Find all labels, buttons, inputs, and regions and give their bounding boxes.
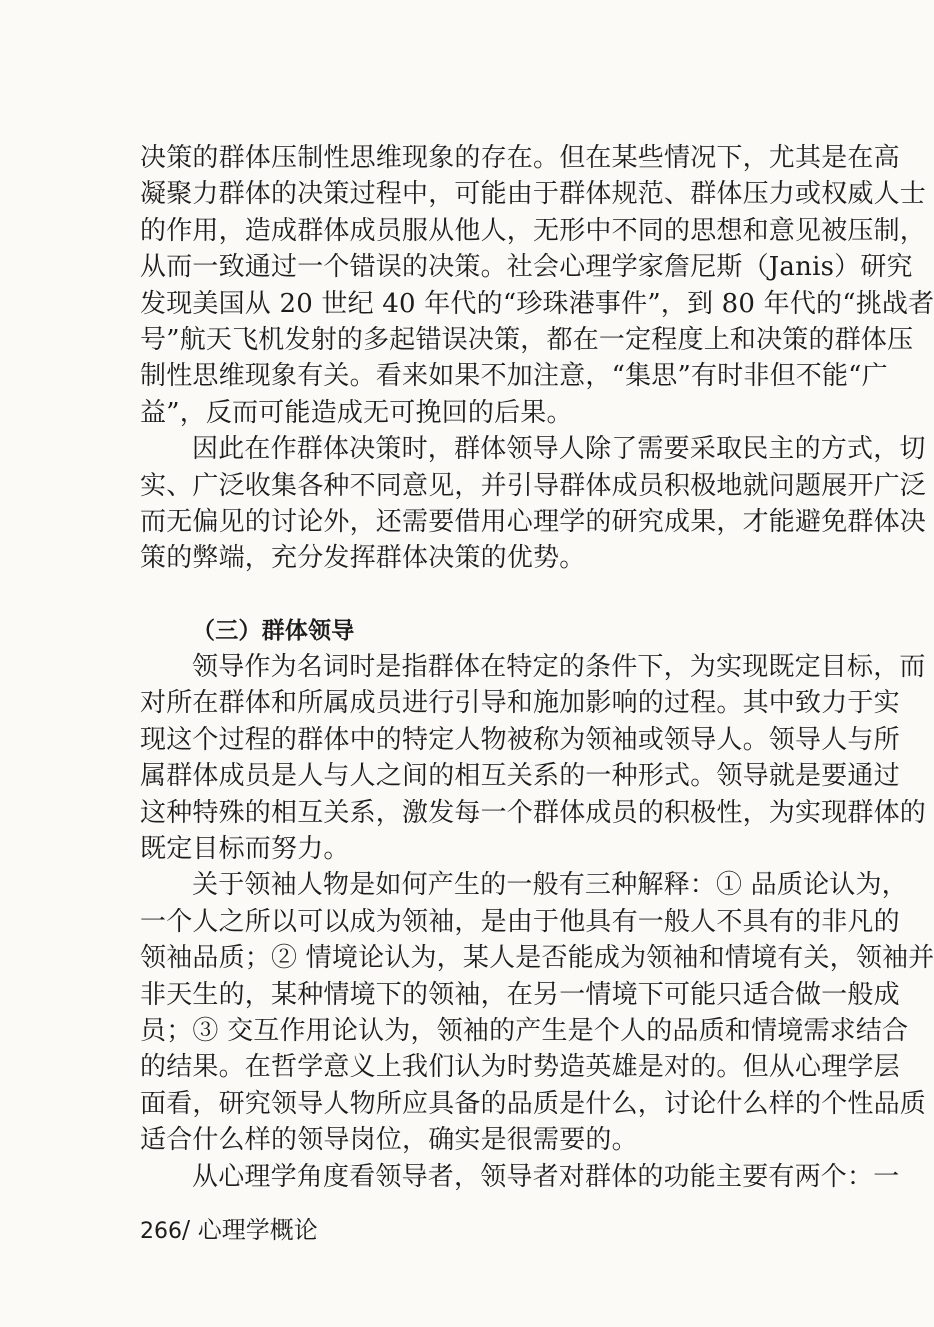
text-line: 号”航天飞机发射的多起错误决策，都在一定程度上和决策的群体压 — [140, 324, 914, 355]
text-line: 策的弊端，充分发挥群体决策的优势。 — [140, 543, 586, 574]
text-line: 的作用，造成群体成员服从他人，无形中不同的思想和意见被压制， — [140, 215, 927, 246]
text-line: 领导作为名词时是指群体在特定的条件下，为实现既定目标，而 — [192, 652, 926, 683]
text-line: 关于领袖人物是如何产生的一般有三种解释：① 品质论认为， — [192, 870, 908, 901]
text-line: 凝聚力群体的决策过程中，可能由于群体规范、群体压力或权威人士 — [140, 179, 927, 210]
paragraph — [140, 140, 934, 431]
text-line: 适合什么样的领导岗位，确实是很需要的。 — [140, 1125, 638, 1156]
text-line: 一个人之所以可以成为领袖，是由于他具有一般人不具有的非凡的 — [140, 906, 900, 937]
footer-separator: / — [182, 1216, 191, 1244]
text-line: 从而一致通过一个错误的决策。社会心理学家詹尼斯（Janis）研究 — [140, 252, 913, 283]
text-line: 既定目标而努力。 — [140, 834, 350, 865]
text-line: 现这个过程的群体中的特定人物被称为领袖或领导人。领导人与所 — [140, 724, 900, 755]
text-line: 领袖品质；② 情境论认为，某人是否能成为领袖和情境有关，领袖并 — [140, 943, 934, 974]
text-line: 属群体成员是人与人之间的相互关系的一种形式。领导就是要通过 — [140, 761, 900, 792]
text-line: 员；③ 交互作用论认为，领袖的产生是个人的品质和情境需求结合 — [140, 1015, 909, 1046]
paragraph — [140, 431, 927, 577]
text-line: 对所在群体和所属成员进行引导和施加影响的过程。其中致力于实 — [140, 688, 900, 719]
text-line: 实、广泛收集各种不同意见，并引导群体成员积极地就问题展开广泛 — [140, 470, 927, 501]
book-title: 心理学概论 — [197, 1216, 318, 1244]
text-line: 制性思维现象有关。看来如果不加注意，“集思”有时非但不能“广 — [140, 361, 888, 392]
text-line: 这种特殊的相互关系，激发每一个群体成员的积极性，为实现群体的 — [140, 797, 927, 828]
paragraph — [140, 867, 934, 1158]
text-line: 发现美国从 20 世纪 40 年代的“珍珠港事件”，到 80 年代的“挑战者 — [140, 288, 934, 319]
section-heading: （三）群体领导 — [192, 617, 355, 644]
page-footer — [140, 1210, 318, 1250]
page-number: 266 — [140, 1219, 182, 1244]
section-gap — [140, 577, 812, 613]
text-line: 因此在作群体决策时，群体领导人除了需要采取民主的方式，切 — [192, 434, 926, 465]
text-line: 非天生的，某种情境下的领袖，在另一情境下可能只适合做一般成 — [140, 979, 900, 1010]
paragraph — [140, 1159, 900, 1195]
text-line: 从心理学角度看领导者，领导者对群体的功能主要有两个：一 — [192, 1161, 900, 1192]
paragraph — [140, 649, 927, 867]
text-line: 面看，研究领导人物所应具备的品质是什么，讨论什么样的个性品质 — [140, 1088, 927, 1119]
text-line: 益”，反而可能造成无可挽回的后果。 — [140, 397, 573, 428]
text-line: 的结果。在哲学意义上我们认为时势造英雄是对的。但从心理学层 — [140, 1052, 900, 1083]
page-body — [140, 140, 934, 1195]
text-line: 而无偏见的讨论外，还需要借用心理学的研究成果，才能避免群体决 — [140, 506, 927, 537]
text-line: 决策的群体压制性思维现象的存在。但在某些情况下，尤其是在高 — [140, 143, 900, 173]
